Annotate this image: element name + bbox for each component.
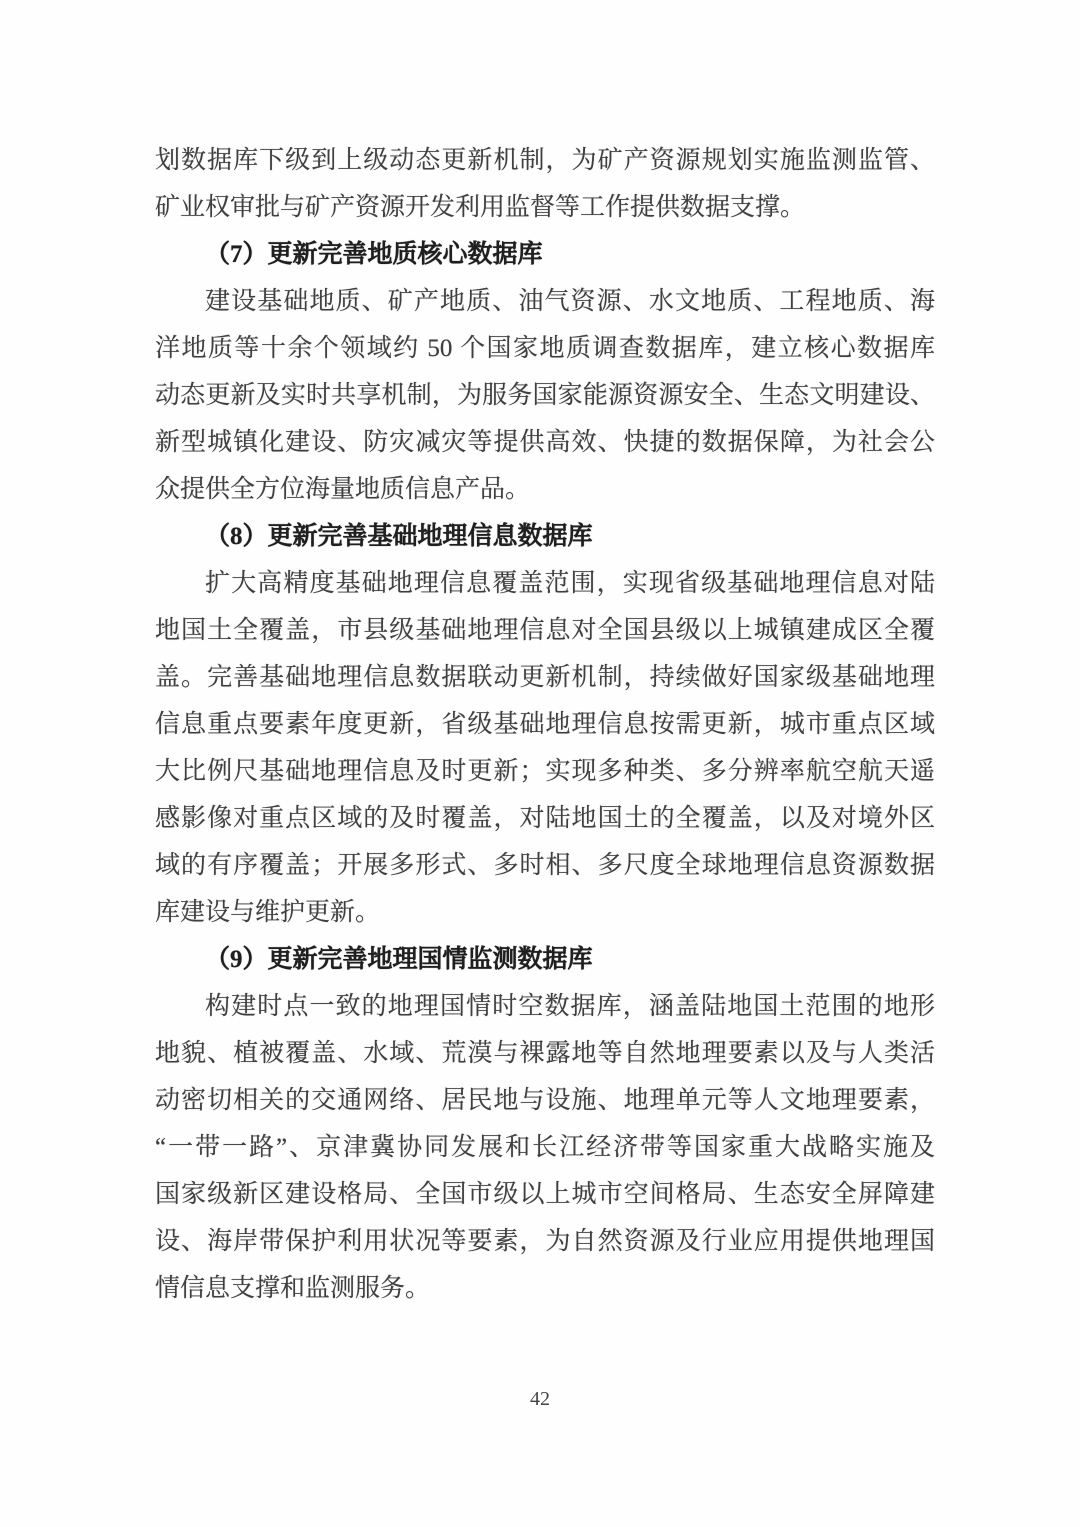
text-line: 众提供全方位海量地质信息产品。: [155, 476, 531, 503]
text-line: “一带一路”、京津冀协同发展和长江经济带等国家重大战略实施及: [155, 1134, 935, 1161]
text-line: 感影像对重点区域的及时覆盖，对陆地国土的全覆盖，以及对境外区: [155, 805, 935, 832]
text-line: 国家级新区建设格局、全国市级以上城市空间格局、生态安全屏障建: [155, 1181, 935, 1208]
section-heading: （7）更新完善地质核心数据库: [205, 241, 543, 268]
text-line: 新型城镇化建设、防灾减灾等提供高效、快捷的数据保障，为社会公: [155, 429, 935, 456]
text-line: 洋地质等十余个领域约 50 个国家地质调查数据库，建立核心数据库: [155, 335, 935, 362]
section-heading: （9）更新完善地理国情监测数据库: [205, 946, 593, 973]
text-line: 盖。完善基础地理信息数据联动更新机制，持续做好国家级基础地理: [155, 664, 935, 691]
text-line: 信息重点要素年度更新，省级基础地理信息按需更新，城市重点区域: [155, 711, 935, 738]
page-body-text: [155, 137, 935, 1312]
text-line: 动态更新及实时共享机制，为服务国家能源资源安全、生态文明建设、: [155, 382, 935, 409]
section-heading: （8）更新完善基础地理信息数据库: [205, 523, 593, 550]
text-line: 地貌、植被覆盖、水域、荒漠与裸露地等自然地理要素以及与人类活: [155, 1040, 935, 1067]
text-line: 动密切相关的交通网络、居民地与设施、地理单元等人文地理要素，: [155, 1087, 935, 1114]
text-line: 划数据库下级到上级动态更新机制，为矿产资源规划实施监测监管、: [155, 147, 935, 174]
text-line: 情信息支撑和监测服务。: [155, 1275, 431, 1302]
text-line: 设、海岸带保护利用状况等要素，为自然资源及行业应用提供地理国: [155, 1228, 935, 1255]
text-line: 域的有序覆盖；开展多形式、多时相、多尺度全球地理信息资源数据: [155, 852, 935, 879]
text-line: 地国土全覆盖，市县级基础地理信息对全国县级以上城镇建成区全覆: [155, 617, 935, 644]
text-line: 库建设与维护更新。: [155, 899, 381, 926]
text-line: 大比例尺基础地理信息及时更新；实现多种类、多分辨率航空航天遥: [155, 758, 935, 785]
text-line: 扩大高精度基础地理信息覆盖范围，实现省级基础地理信息对陆: [205, 570, 935, 597]
text-line: 构建时点一致的地理国情时空数据库，涵盖陆地国土范围的地形: [205, 993, 935, 1020]
text-line: 建设基础地质、矿产地质、油气资源、水文地质、工程地质、海: [205, 288, 935, 315]
text-line: 矿业权审批与矿产资源开发利用监督等工作提供数据支撑。: [155, 194, 806, 221]
page-number: 42: [530, 1388, 550, 1410]
